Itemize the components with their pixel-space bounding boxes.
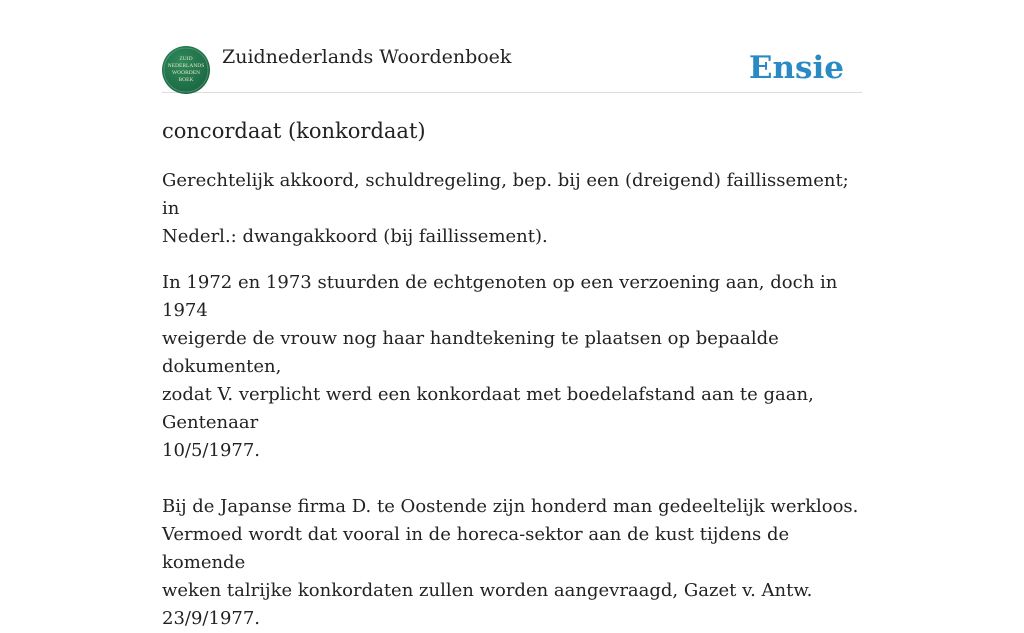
header	[162, 40, 862, 93]
example-line: Bij de Japanse firma D. te Oostende zijn honderd man gedeeltelijk werkloos.	[162, 496, 859, 517]
example-line: In 1972 en 1973 stuurden de echtgenoten op een verzoening aan, doch in 1974	[162, 272, 838, 321]
brand-logo[interactable]: Ensie	[748, 50, 844, 86]
definition-line: Nederl.: dwangakkoord (bij faillissement).	[162, 226, 548, 247]
source-logo[interactable]	[162, 46, 210, 94]
example-line: Vermoed wordt dat vooral in de horeca-sektor aan de kust tijdens de komende	[162, 524, 790, 573]
entry-title: concordaat (konkordaat)	[162, 119, 426, 143]
example-line: 10/5/1977.	[162, 440, 261, 461]
definition-line: Gerechtelijk akkoord, schuldregeling, bep. bij een (dreigend) faillissement; in	[162, 170, 849, 219]
example-gap	[162, 465, 862, 493]
logo-text-3: WOORDEN	[171, 70, 201, 76]
logo-text-1: ZUID	[179, 56, 193, 62]
example-line: weken talrijke konkordaten zullen worden aangevraagd, Gazet v. Antw. 23/9/1977.	[162, 580, 813, 629]
entry-definition	[162, 167, 862, 251]
logo-graphic	[162, 46, 210, 94]
example-line: weigerde de vrouw nog haar handtekening te plaatsen op bepaalde dokumenten,	[162, 328, 779, 377]
entry-card	[162, 40, 862, 633]
example-line: zodat V. verplicht werd een konkordaat met boedelafstand aan te gaan, Gentenaar	[162, 384, 814, 433]
source-name[interactable]: Zuidnederlands Woordenboek	[222, 46, 512, 68]
logo-text-4: BOEK	[178, 77, 194, 83]
entry-examples	[162, 269, 862, 633]
logo-text-2: NEDERLANDS	[167, 63, 205, 69]
